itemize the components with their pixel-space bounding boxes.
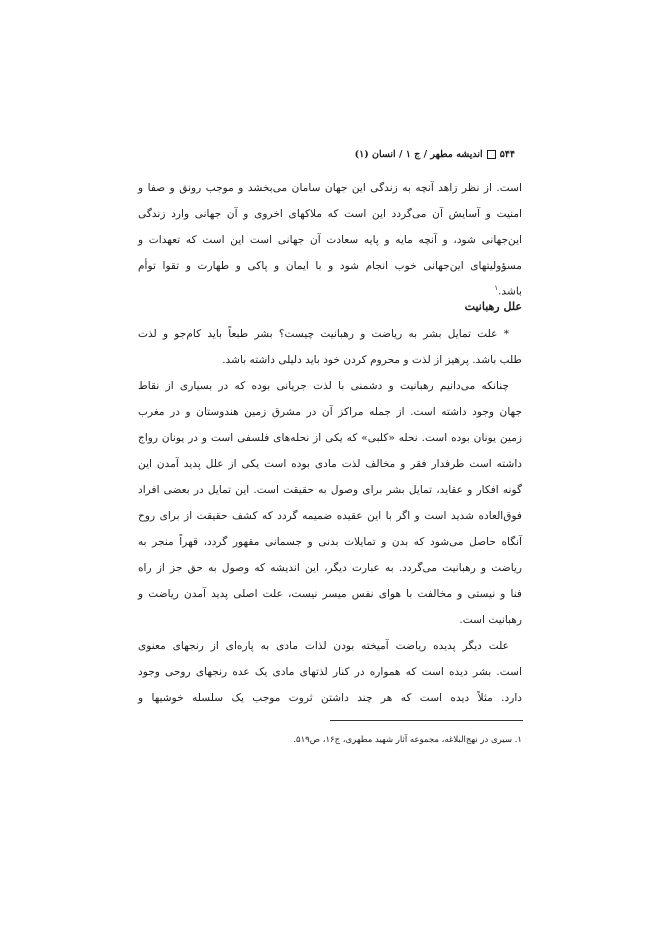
- text-line: گونه افکار و عقاید، تمایل بشر برای وصول به حقیقت است. این تمایل در بعضی افراد: [138, 484, 522, 496]
- text-line: آنگاه حاصل می‌شود که بدن و تمایلات بدنی و جسمانی مقهور گردد، قهراً منجر به: [138, 536, 522, 548]
- text-line: داشته است طرفدار فقر و مخالف لذت مادی بوده است یکی از علل پدید آمدن این: [138, 458, 522, 470]
- text-line: این‌جهانی شود، و آنچه مایه و پایه سعادت آن جهانی است این است که تعهدات و: [138, 234, 522, 246]
- square-ornament-icon: [487, 150, 496, 159]
- text-line: رهبانیت است.: [459, 614, 522, 626]
- footnote: ۱. سیری در نهج‌البلاغه، مجموعه آثار شهید مطهری، ج۱۶، ص۵۱۹.: [293, 735, 522, 745]
- text-line: چنانکه می‌دانیم رهبانیت و دشمنی با لذت جریانی بوده که در بسیاری از نقاط: [138, 380, 509, 392]
- text-line: [138, 280, 522, 300]
- section-heading: علل رهبانیت: [464, 300, 522, 313]
- text-line: * علت تمایل بشر به ریاضت و رهبانیت چیست؟ بشر طبعاً باید کام‌جو و لذت: [138, 328, 509, 340]
- text-line: طلب باشد. پرهیز از لذت و محروم کردن خود باید دلیلی داشته باشد.: [222, 354, 522, 366]
- running-title: اندیشه مطهر / ج ۱ / انسان (۱): [354, 149, 483, 160]
- text-line: است. بشر دیده است که همواره در کنار لذتهای مادی یک عده رنجهای روحی وجود: [138, 666, 522, 678]
- footnote-separator: [330, 720, 523, 721]
- text-line: دارد. مثلاً دیده است که هر چند داشتن ثروت موجب یک سلسله خوشیها و: [138, 692, 522, 704]
- text-line: ریاضت و رهبانیت می‌گردد. به عبارت دیگر، این اندیشه که وصول به حق جز از راه: [138, 562, 522, 574]
- text-line: جهان وجود داشته است. از جمله مراکز آن در مشرق زمین هندوستان و در مغرب: [138, 406, 522, 418]
- text-line: زمین یونان بوده است. نحله «کلبی» که یکی از نحله‌های فلسفی است و در یونان رواج: [138, 432, 522, 444]
- text-line: امنیت و آسایش آن می‌گردد این است که ملاکهای اخروی و آن جهانی وارد زندگی: [138, 208, 522, 220]
- text-line-end: باشد.: [498, 285, 522, 298]
- text-line: علت دیگر پدیده ریاضت آمیخته بودن لذات مادی به پاره‌ای از رنجهای معنوی: [138, 640, 509, 652]
- text-line: مسؤولیتهای این‌جهانی خوب انجام شود و با ایمان و پاکی و طهارت و تقوا توأم: [138, 260, 522, 272]
- text-line: فنا و نیستی و مخالفت با هوای نفس میسر نیست، علت اصلی پدید آمدن ریاضت و: [138, 588, 522, 600]
- footnote-reference: ۱: [494, 284, 499, 292]
- text-line: است. از نظر زاهد آنچه به زندگی این جهان سامان می‌بخشد و موجب رونق و صفا و: [138, 182, 522, 194]
- text-line: فوق‌العاده شدید است و اگر با این عقیده ضمیمه گردد که کشف حقیقت از برای روح: [138, 510, 522, 522]
- running-header: [135, 149, 515, 160]
- page-number: ۵۴۴: [499, 149, 515, 160]
